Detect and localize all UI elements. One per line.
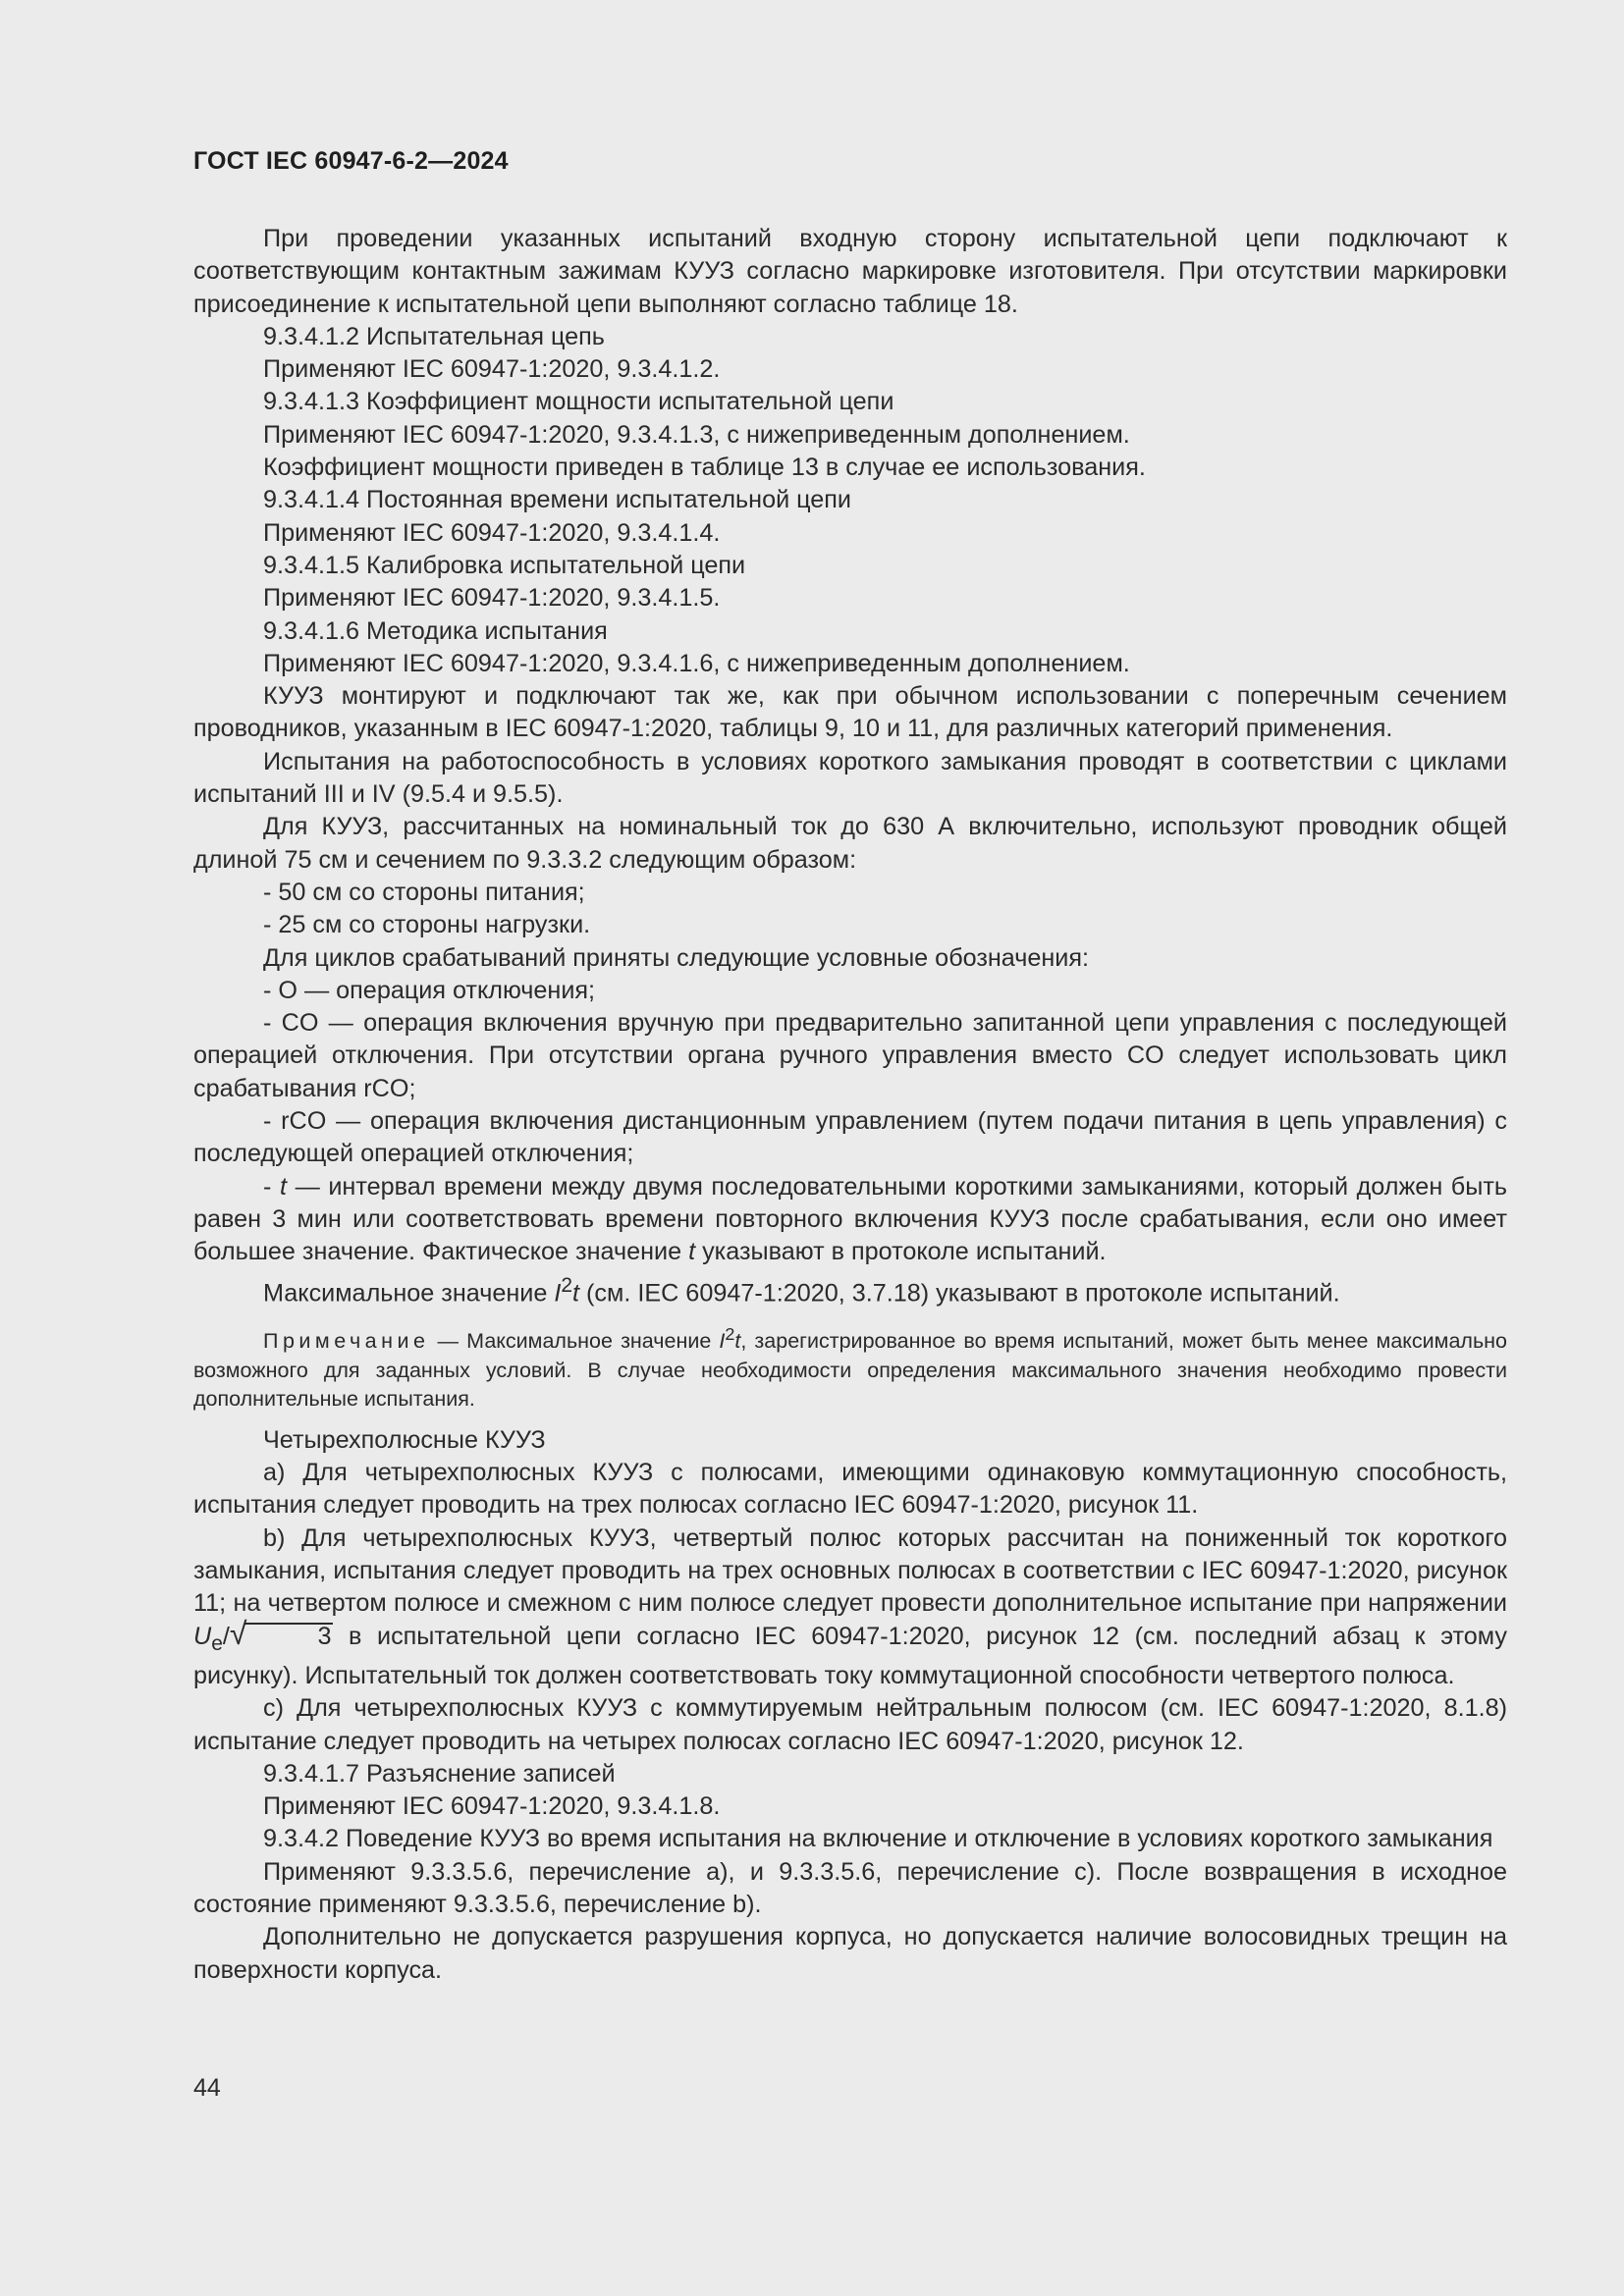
paragraph-conductor: Для КУУЗ, рассчитанных на номинальный ток до 630 А включительно, используют проводник общей длиной 75 см и сечением по 9.3.3.2 следующим образом: — [193, 813, 1507, 874]
variable-t: t — [688, 1238, 696, 1266]
paragraph-item-a: a) Для четырехполюсных КУУЗ с полюсами, имеющими одинаковую коммутационную способность, испытания следует проводить на трех полюсах согласно IEC 60947-1:2020, рисунок 11. — [193, 1459, 1507, 1520]
paragraph-9-3-4-1-4: Применяют IEC 60947-1:2020, 9.3.4.1.4. — [263, 518, 721, 547]
paragraph-9-3-4-1-2: Применяют IEC 60947-1:2020, 9.3.4.1.2. — [263, 355, 721, 384]
superscript-2: 2 — [725, 1324, 735, 1345]
radical-sign: √ — [229, 1615, 247, 1651]
section-heading-9-3-4-2: 9.3.4.2 Поведение КУУЗ во время испытания на включение и отключение в условиях короткого замыкания — [263, 1825, 1493, 1853]
paragraph-i2t-lead: Максимальное значение — [263, 1278, 555, 1307]
section-heading-9-3-4-1-2: 9.3.4.1.2 Испытательная цепь — [263, 322, 605, 350]
variable-i: I — [554, 1278, 562, 1307]
list-item-load: - 25 см со стороны нагрузки. — [263, 911, 591, 939]
list-item-o: - O — операция отключения; — [263, 976, 596, 1004]
slash: / — [222, 1622, 230, 1650]
page-number: 44 — [193, 2074, 221, 2102]
section-heading-9-3-4-1-6: 9.3.4.1.6 Методика испытания — [263, 616, 608, 645]
paragraph-item-b-tail: в испытательной цепи согласно IEC 60947-1:2020, рисунок 12 (см. последний абзац к этому рисунку). Испытательный ток должен соответствовать току коммутационной способности четвертого полюса. — [193, 1622, 1507, 1689]
document-body — [193, 223, 1507, 1987]
list-item-rco: - rCO — операция включения дистанционным управлением (путем подачи питания в цепь управления) с последующей операцией отключения; — [193, 1107, 1507, 1168]
variable-i: I — [719, 1329, 726, 1354]
list-item-supply: - 50 см со стороны питания; — [263, 878, 585, 906]
variable-t: t — [734, 1329, 741, 1354]
paragraph-test-cycles: Испытания на работоспособность в условиях короткого замыкания проводят в соответствии с циклами испытаний III и IV (9.5.4 и 9.5.5). — [193, 747, 1507, 809]
paragraph-9-3-4-1-5: Применяют IEC 60947-1:2020, 9.3.4.1.5. — [263, 584, 721, 613]
section-heading-9-3-4-1-7: 9.3.4.1.7 Разъяснение записей — [263, 1759, 616, 1788]
variable-t: t — [572, 1278, 580, 1307]
paragraph-i2t-tail: (см. IEC 60947-1:2020, 3.7.18) указывают в протоколе испытаний. — [579, 1278, 1340, 1307]
list-dash: - — [263, 1172, 280, 1201]
document-header: ГОСТ IEC 60947-6-2—2024 — [193, 147, 509, 175]
paragraph-item-b — [193, 1522, 1507, 1693]
radicand: 3 — [244, 1623, 333, 1648]
variable-u: U — [193, 1622, 212, 1650]
paragraph-item-b-lead: b) Для четырехполюсных КУУЗ, четвертый полюс которых рассчитан на пониженный ток короткого замыкания, испытания следует проводить на трех основных полюсах в соответствии с IEC 60947-1:2020, рисунок 11; на четвертом полюсе и смежном с ним полюсе следует провести дополнительное испытание при напряжении — [193, 1523, 1507, 1618]
list-item-co: - CO — операция включения вручную при предварительно запитанной цепи управления с последующей операцией отключения. При отсутствии органа ручного управления вместо CO следует использовать цикл срабатывания rCO; — [193, 1009, 1507, 1102]
paragraph-9-3-4-1-6: Применяют IEC 60947-1:2020, 9.3.4.1.6, с нижеприведенным дополнением. — [263, 649, 1130, 677]
paragraph-9-3-4-1-7: Применяют IEC 60947-1:2020, 9.3.4.1.8. — [263, 1792, 721, 1821]
note-block — [193, 1320, 1507, 1415]
section-heading-9-3-4-1-3: 9.3.4.1.3 Коэффициент мощности испытательной цепи — [263, 388, 894, 416]
paragraph-mounting: КУУЗ монтируют и подключают так же, как при обычном использовании с поперечным сечением проводников, указанным в IEC 60947-1:2020, таблицы 9, 10 и 11, для различных категорий применения. — [193, 682, 1507, 743]
variable-t: t — [279, 1172, 287, 1201]
paragraph-9-3-4-1-3-a: Применяют IEC 60947-1:2020, 9.3.4.1.3, с нижеприведенным дополнением. — [263, 420, 1130, 449]
note-text-tail: , зарегистрированное во время испытаний, может быть менее максимально возможного для заданных условий. В случае необходимости определения максимального значения необходимо провести дополнительные испытания. — [193, 1329, 1508, 1412]
paragraph-item-c: c) Для четырехполюсных КУУЗ с коммутируемым нейтральным полюсом (см. IEC 60947-1:2020, 8.1.8) испытание следует проводить на четырех полюсах согласно IEC 60947-1:2020, рисунок 12. — [193, 1694, 1507, 1755]
superscript-2: 2 — [561, 1273, 573, 1297]
paragraph-final: Дополнительно не допускается разрушения корпуса, но допускается наличие волосовидных трещин на поверхности корпуса. — [193, 1923, 1507, 1984]
section-heading-four-pole: Четырехполюсные КУУЗ — [263, 1425, 546, 1454]
subscript-e: e — [211, 1631, 223, 1655]
paragraph-i2t — [193, 1269, 1507, 1310]
note-text-lead: — Максимальное значение — [429, 1329, 720, 1354]
paragraph-9-3-4-2: Применяют 9.3.3.5.6, перечисление a), и 9.3.3.5.6, перечисление c). После возвращения в исходное состояние применяют 9.3.3.5.6, перечисление b). — [193, 1857, 1507, 1919]
list-item-t-text: — интервал времени между двумя последовательными короткими замыканиями, который должен быть равен 3 мин или соответствовать времени повторного включения КУУЗ после срабатывания, если оно имеет большее значение. Фактическое значение — [193, 1172, 1507, 1266]
paragraph-intro: При проведении указанных испытаний входную сторону испытательной цепи подключают к соответствующим контактным зажимам КУУЗ согласно маркировке изготовителя. При отсутствии маркировки присоединение к испытательной цепи выполняют согласно таблице 18. — [193, 225, 1507, 318]
section-heading-9-3-4-1-5: 9.3.4.1.5 Калибровка испытательной цепи — [263, 551, 746, 579]
paragraph-9-3-4-1-3-b: Коэффициент мощности приведен в таблице 13 в случае ее использования. — [263, 454, 1146, 482]
list-item-t — [193, 1171, 1507, 1269]
note-label: Примечание — [263, 1329, 430, 1354]
section-heading-9-3-4-1-4: 9.3.4.1.4 Постоянная времени испытательной цепи — [263, 486, 852, 514]
paragraph-symbols: Для циклов срабатываний приняты следующие условные обозначения: — [263, 943, 1090, 972]
list-item-t-end: указывают в протоколе испытаний. — [695, 1238, 1107, 1266]
